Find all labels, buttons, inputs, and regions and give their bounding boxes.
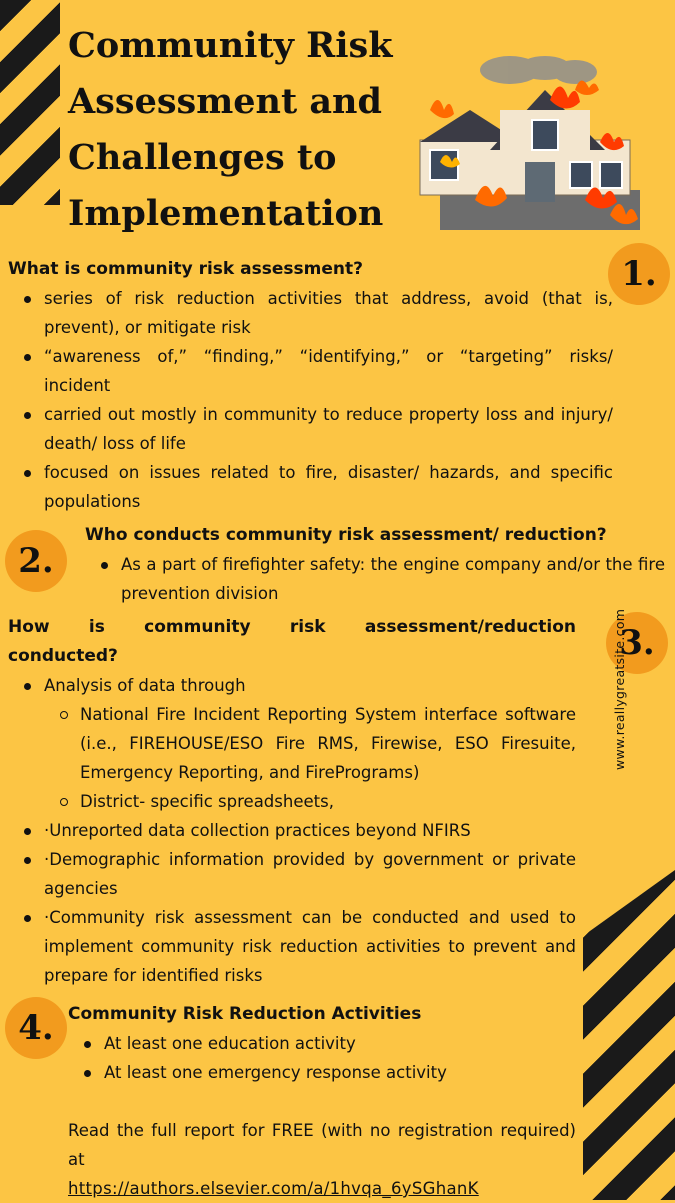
section-3-list [8, 671, 576, 990]
list-item: “awareness of,” “finding,” “identifying,” or “targeting” risks/ incident [44, 342, 613, 400]
section-3 [8, 613, 576, 990]
burning-house-illustration [400, 50, 660, 240]
list-item [44, 671, 576, 816]
page-title: Community Risk Assessment and Challenges to Implementation [68, 25, 393, 234]
footer [68, 1116, 576, 1203]
section-4-number-badge: 4. [5, 997, 67, 1059]
section-2-heading: Who conducts community risk assessment/ reduction? [85, 525, 607, 545]
sub-list-item: National Fire Incident Reporting System interface software (i.e., FIREHOUSE/ESO Fire RMS, Firewise, ESO Firesuite, Emergency Reporting, and FirePrograms) [80, 700, 576, 787]
section-4-heading: Community Risk Reduction Activities [68, 1004, 422, 1024]
list-item: series of risk reduction activities that address, avoid (that is, prevent), or mitigate risk [44, 284, 613, 342]
list-item: ·Unreported data collection practices beyond NFIRS [44, 816, 576, 845]
list-item: focused on issues related to fire, disaster/ hazards, and specific populations [44, 458, 613, 516]
list-item: At least one education activity [104, 1029, 578, 1058]
list-item: At least one emergency response activity [104, 1058, 578, 1087]
section-3-heading-line-2: conducted? [8, 646, 118, 666]
decorative-stripes-bottom-right [583, 870, 675, 1200]
footer-text: Read the full report for FREE (with no registration required) at [68, 1121, 576, 1169]
section-4 [68, 1000, 578, 1087]
section-2-list [85, 550, 665, 608]
list-item: As a part of firefighter safety: the engine company and/or the fire prevention division [121, 550, 665, 608]
section-3-sublist [44, 700, 576, 816]
website-url: www.reallygreatsite.com [612, 608, 627, 770]
list-item: carried out mostly in community to reduce property loss and injury/ death/ loss of life [44, 400, 613, 458]
section-1-list [8, 284, 613, 516]
list-item: ·Community risk assessment can be conducted and used to implement community risk reduction activities to prevent and prepare for identified risks [44, 903, 576, 990]
decorative-stripes-top-left [0, 0, 60, 205]
section-2 [85, 521, 665, 608]
section-1-heading: What is community risk assessment? [8, 259, 363, 279]
section-3-number-badge: 3. [606, 612, 668, 674]
section-4-list [68, 1029, 578, 1087]
list-item-text: Analysis of data through [44, 676, 246, 695]
list-item: ·Demographic information provided by government or private agencies [44, 845, 576, 903]
section-2-number-badge: 2. [5, 530, 67, 592]
report-link[interactable]: https://authors.elsevier.com/a/1hvqa_6ySGhanK [68, 1179, 479, 1198]
section-3-heading-line-1: How is community risk assessment/reduction [8, 617, 576, 637]
section-1-number-badge: 1. [608, 243, 670, 305]
sub-list-item: District- specific spreadsheets, [80, 787, 576, 816]
section-1 [8, 255, 613, 516]
